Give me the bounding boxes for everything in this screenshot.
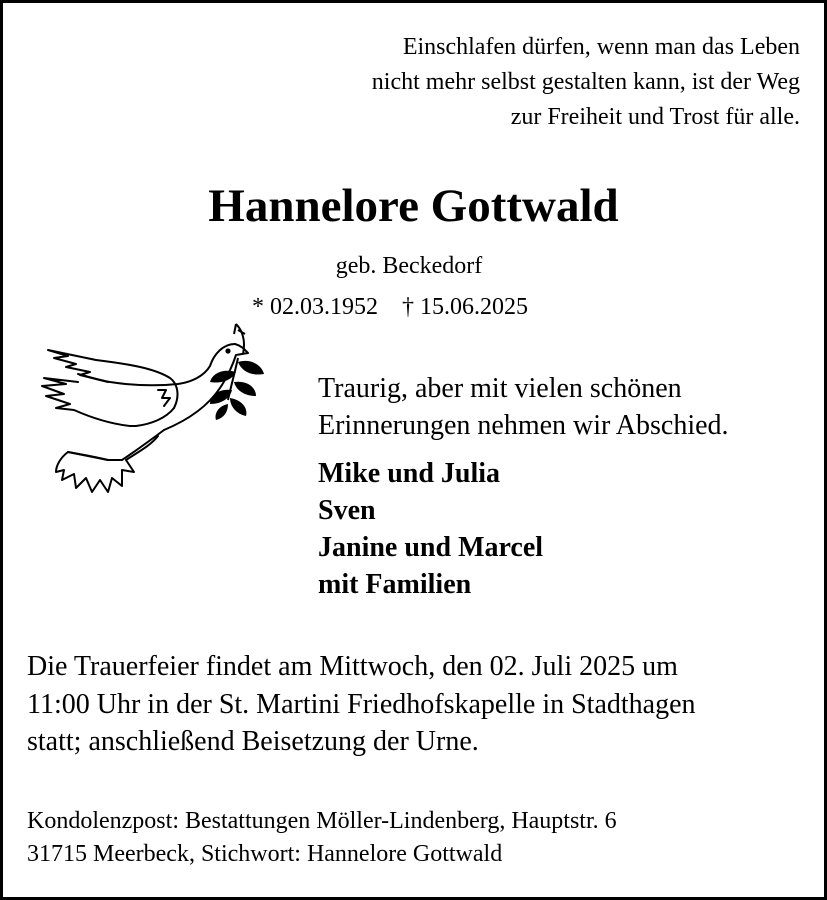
service-line: Die Trauerfeier findet am Mittwoch, den 02. Juli 2025 um bbox=[27, 651, 678, 682]
family-member: Janine und Marcel bbox=[318, 532, 544, 563]
service-line: 11:00 Uhr in der St. Martini Friedhofskapelle in Stadthagen bbox=[27, 688, 696, 720]
quote-line: zur Freiheit und Trost für alle. bbox=[510, 104, 800, 130]
contact-line: 31715 Meerbeck, Stichwort: Hannelore Gottwald bbox=[27, 841, 503, 867]
quote-line: nicht mehr selbst gestalten kann, ist der Weg bbox=[371, 69, 800, 95]
service-line: statt; anschließend Beisetzung der Urne. bbox=[27, 726, 479, 757]
birth-name-row bbox=[0, 250, 827, 282]
family-list bbox=[318, 455, 543, 603]
quote-line: Einschlafen dürfen, wenn man das Leben bbox=[402, 34, 800, 60]
family-member: Mike und Julia bbox=[318, 458, 501, 489]
funeral-service-info bbox=[27, 648, 696, 761]
life-dates bbox=[252, 291, 528, 323]
deceased-name: Hannelore Gottwald bbox=[208, 180, 619, 232]
birth-date: * 02.03.1952 bbox=[252, 294, 378, 320]
condolence-address bbox=[27, 805, 617, 871]
contact-line: Kondolenzpost: Bestattungen Möller-Lindenberg, Hauptstr. 6 bbox=[27, 808, 617, 834]
farewell-line: Traurig, aber mit vielen schönen bbox=[318, 373, 682, 404]
birth-name: geb. Beckedorf bbox=[335, 253, 483, 279]
death-date: † 15.06.2025 bbox=[402, 294, 528, 320]
farewell-line: Erinnerungen nehmen wir Abschied. bbox=[318, 410, 729, 441]
quote-block bbox=[240, 30, 800, 135]
family-member: Sven bbox=[318, 495, 376, 526]
dove-with-olive-branch-icon bbox=[38, 320, 268, 510]
farewell-message bbox=[318, 370, 729, 444]
family-member: mit Familien bbox=[318, 569, 472, 600]
